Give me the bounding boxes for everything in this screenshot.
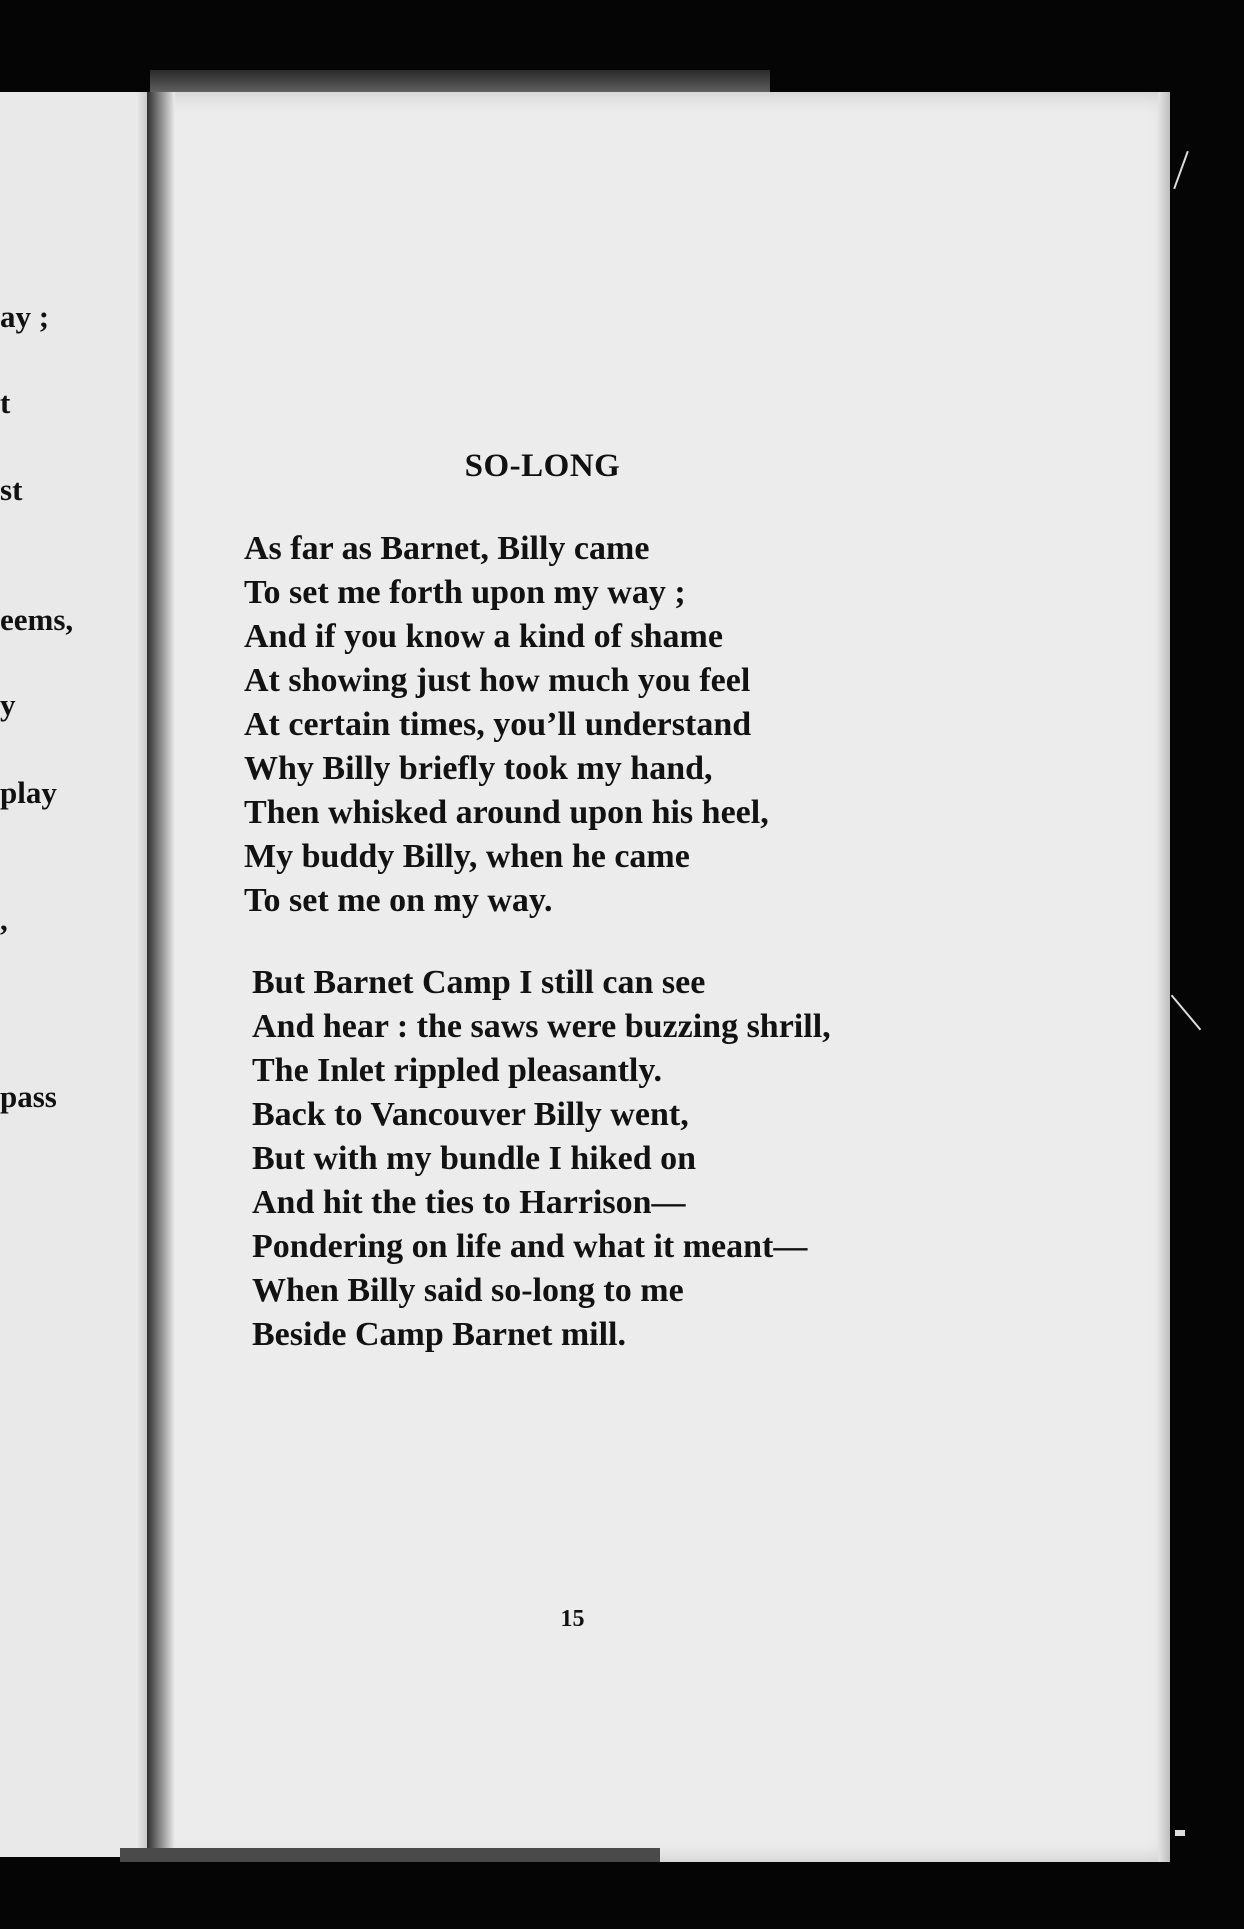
poem-line: My buddy Billy, when he came — [244, 838, 690, 875]
poem-line: The Inlet rippled pleasantly. — [252, 1052, 662, 1089]
poem-stanza-1 — [244, 527, 769, 923]
left-page-fragment: y — [0, 687, 16, 722]
poem-line: And if you know a kind of shame — [244, 618, 723, 655]
left-page-fragment: ay ; — [0, 299, 50, 334]
poem-line: Back to Vancouver Billy went, — [252, 1096, 689, 1133]
scan-artifact — [1171, 995, 1201, 1031]
poem-line: As far as Barnet, Billy came — [244, 530, 650, 567]
left-page-fragment: eems, — [0, 602, 74, 637]
poem-line: Why Billy briefly took my hand, — [244, 750, 713, 787]
poem-line: Then whisked around upon his heel, — [244, 794, 769, 831]
poem-line: When Billy said so-long to me — [252, 1272, 684, 1309]
book-cover-bottom-edge — [120, 1848, 660, 1862]
left-page-fragment: t — [0, 385, 11, 420]
left-page-fragment: , — [0, 902, 8, 937]
poem-line: Pondering on life and what it meant— — [252, 1228, 808, 1265]
poem-line: But with my bundle I hiked on — [252, 1140, 697, 1177]
poem-line: At showing just how much you feel — [244, 662, 751, 699]
page-number: 15 — [560, 1606, 585, 1632]
left-page-fragment: st — [0, 472, 23, 507]
scan-artifact — [1175, 1830, 1185, 1836]
poem-line: To set me on my way. — [244, 882, 553, 919]
poem-line: At certain times, you’ll understand — [244, 706, 752, 743]
poem-line: And hit the ties to Harrison— — [252, 1184, 686, 1221]
poem-title: SO-LONG — [464, 448, 621, 484]
poem-stanza-2 — [252, 961, 831, 1357]
left-page-fragment: pass — [0, 1079, 57, 1114]
left-page-fragment: play — [0, 775, 57, 810]
poem-line: To set me forth upon my way ; — [244, 574, 686, 611]
poem-line: And hear : the saws were buzzing shrill, — [252, 1008, 831, 1045]
page-edge — [1158, 92, 1170, 1862]
poem-line: But Barnet Camp I still can see — [252, 964, 706, 1001]
scan-artifact — [1173, 151, 1189, 189]
poem-line: Beside Camp Barnet mill. — [252, 1316, 626, 1353]
spine-shadow — [147, 92, 175, 1862]
